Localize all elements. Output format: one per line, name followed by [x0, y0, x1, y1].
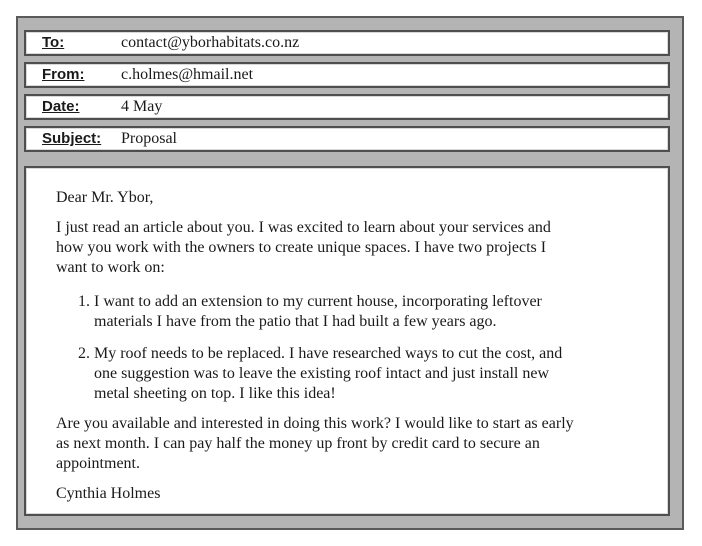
date-label: Date:: [42, 98, 80, 115]
from-label: From:: [42, 66, 85, 83]
date-row[interactable]: [24, 94, 670, 120]
message-body[interactable]: [24, 166, 670, 516]
list-item-line: I want to add an extension to my current house, incorporating leftover: [94, 293, 542, 310]
subject-row[interactable]: [24, 126, 670, 152]
from-value[interactable]: c.holmes@hmail.net: [121, 66, 254, 83]
subject-label: Subject:: [42, 130, 102, 147]
list-item-line: metal sheeting on top. I like this idea!: [94, 385, 336, 402]
list-item-line: one suggestion was to leave the existing roof intact and just install new: [94, 365, 550, 382]
closing-line: Are you available and interested in doing this work? I would like to start as early: [56, 415, 574, 432]
closing-line: appointment.: [56, 455, 140, 472]
list-item-line: My roof needs to be replaced. I have researched ways to cut the cost, and: [94, 345, 563, 362]
subject-value[interactable]: Proposal: [121, 130, 177, 147]
intro-line: I just read an article about you. I was excited to learn about your services and: [56, 219, 551, 236]
intro-line: how you work with the owners to create unique spaces. I have two projects I: [56, 239, 547, 256]
to-row[interactable]: [24, 30, 670, 56]
to-value[interactable]: contact@yborhabitats.co.nz: [121, 34, 300, 51]
from-row[interactable]: [24, 62, 670, 88]
to-label: To:: [42, 34, 65, 51]
list-item-line: materials I have from the patio that I had built a few years ago.: [94, 313, 497, 330]
date-value[interactable]: 4 May: [121, 98, 163, 115]
greeting: Dear Mr. Ybor,: [56, 189, 154, 206]
intro-line: want to work on:: [56, 259, 165, 276]
list-number: 2.: [78, 345, 90, 362]
signature: Cynthia Holmes: [56, 485, 161, 502]
list-number: 1.: [78, 293, 90, 310]
closing-line: as next month. I can pay half the money up front by credit card to secure an: [56, 435, 540, 452]
